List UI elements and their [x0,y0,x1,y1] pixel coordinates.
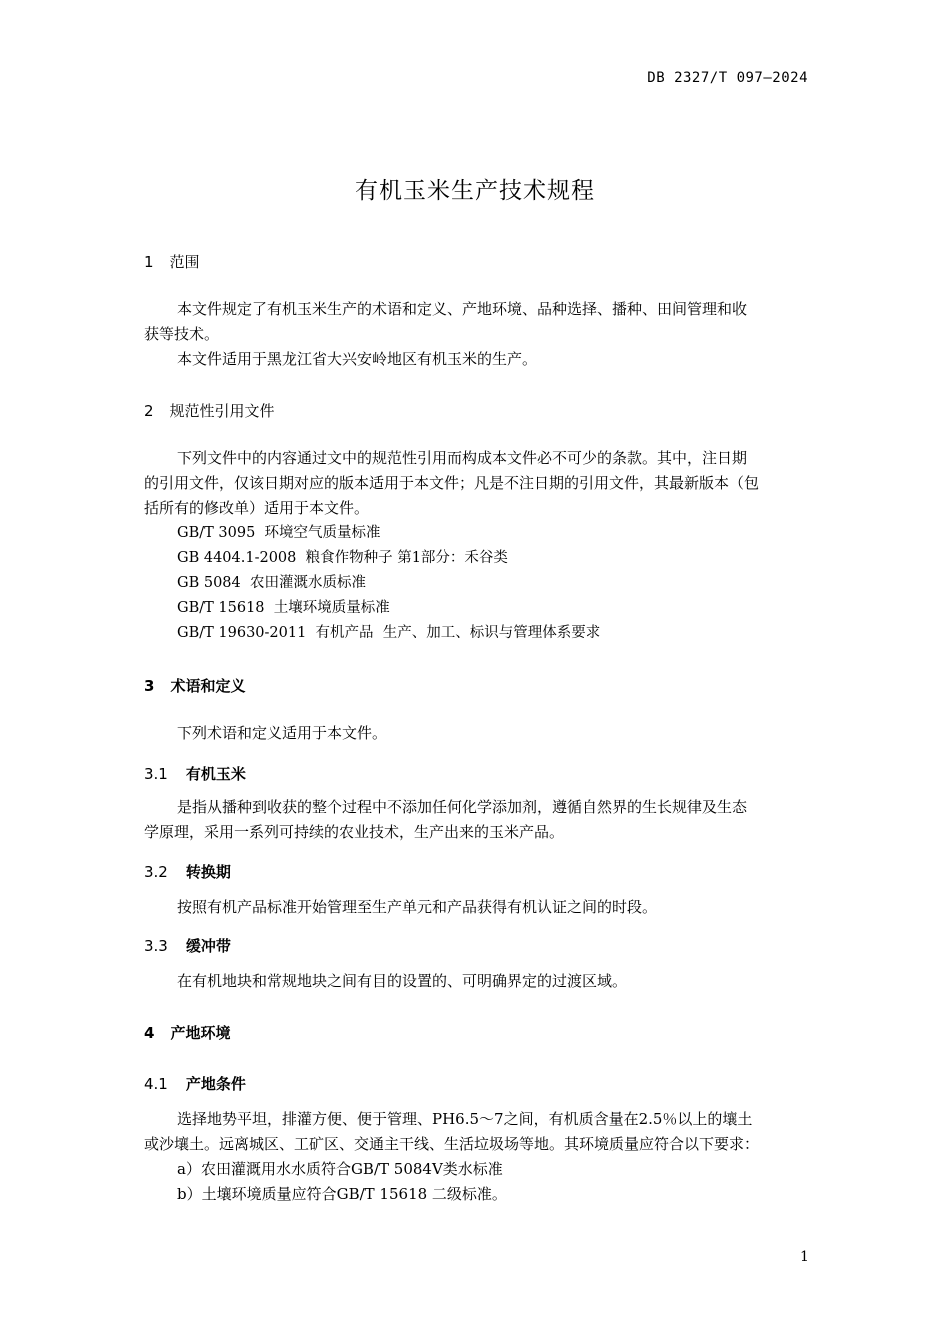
paragraph-line: 是指从播种到收获的整个过程中不添加任何化学添加剂，遵循自然界的生长规律及生态 [177,798,748,816]
term-3-2-heading [144,861,231,882]
list-item-a: a）农田灌溉用水水质符合GB/T 5084V类水标准 [177,1160,503,1178]
list-item-b: b）土壤环境质量应符合GB/T 15618 二级标准。 [177,1185,507,1203]
section-number: 3 [144,677,155,695]
standard-code: DB 2327/T 097—2024 [647,70,808,86]
paragraph-line: 选择地势平坦，排灌方便、便于管理、PH6.5～7之间，有机质含量在2.5％以上的壤土 [177,1110,753,1128]
paragraph-line: 本文件规定了有机玉米生产的术语和定义、产地环境、品种选择、播种、田间管理和收 [177,300,748,318]
document-title: 有机玉米生产技术规程 [355,178,595,204]
section-1-heading [144,251,200,272]
term-3-3-heading [144,935,231,956]
section-title: 范围 [169,253,200,271]
paragraph-line: 学原理，采用一系列可持续的农业技术，生产出来的玉米产品。 [144,823,565,841]
reference-item: GB/T 15618 土壤环境质量标准 [177,600,390,616]
section-title: 术语和定义 [170,677,246,695]
subsection-number: 4.1 [144,1075,168,1093]
term-title: 有机玉米 [185,765,246,783]
section-2-heading [144,400,275,421]
section-number: 4 [144,1024,155,1042]
paragraph-line: 本文件适用于黑龙江省大兴安岭地区有机玉米的生产。 [177,350,538,368]
section-number: 2 [144,402,154,420]
term-number: 3.2 [144,863,168,881]
page-number: 1 [800,1249,809,1265]
paragraph-line: 的引用文件，仅该日期对应的版本适用于本文件；凡是不注日期的引用文件，其最新版本（包 [144,474,760,492]
term-title: 缓冲带 [185,937,231,955]
section-4-heading [144,1022,230,1043]
term-number: 3.3 [144,937,168,955]
section-title: 产地环境 [170,1024,231,1042]
paragraph-line: 下列文件中的内容通过文中的规范性引用而构成本文件必不可少的条款。其中，注日期 [177,449,748,467]
term-3-1-heading [144,763,246,784]
section-title: 规范性引用文件 [169,402,275,420]
section-3-heading [144,675,245,696]
section-number: 1 [144,253,154,271]
paragraph-line: 在有机地块和常规地块之间有目的设置的、可明确界定的过渡区域。 [177,972,628,990]
reference-item: GB/T 19630-2011 有机产品 生产、加工、标识与管理体系要求 [177,625,601,641]
reference-item: GB 5084 农田灌溉水质标准 [177,575,366,591]
subsection-title: 产地条件 [185,1075,246,1093]
paragraph-line: 或沙壤土。远离城区、工矿区、交通主干线、生活垃圾场等地。其环境质量应符合以下要求： [144,1135,760,1153]
subsection-4-1-heading [144,1073,246,1094]
paragraph-line: 下列术语和定义适用于本文件。 [177,724,388,742]
paragraph-line: 获等技术。 [144,325,220,343]
paragraph-line: 按照有机产品标准开始管理至生产单元和产品获得有机认证之间的时段。 [177,898,658,916]
reference-item: GB 4404.1-2008 粮食作物种子 第1部分：禾谷类 [177,550,508,566]
paragraph-line: 括所有的修改单）适用于本文件。 [144,499,370,517]
reference-item: GB/T 3095 环境空气质量标准 [177,525,381,541]
term-title: 转换期 [185,863,231,881]
term-number: 3.1 [144,765,168,783]
